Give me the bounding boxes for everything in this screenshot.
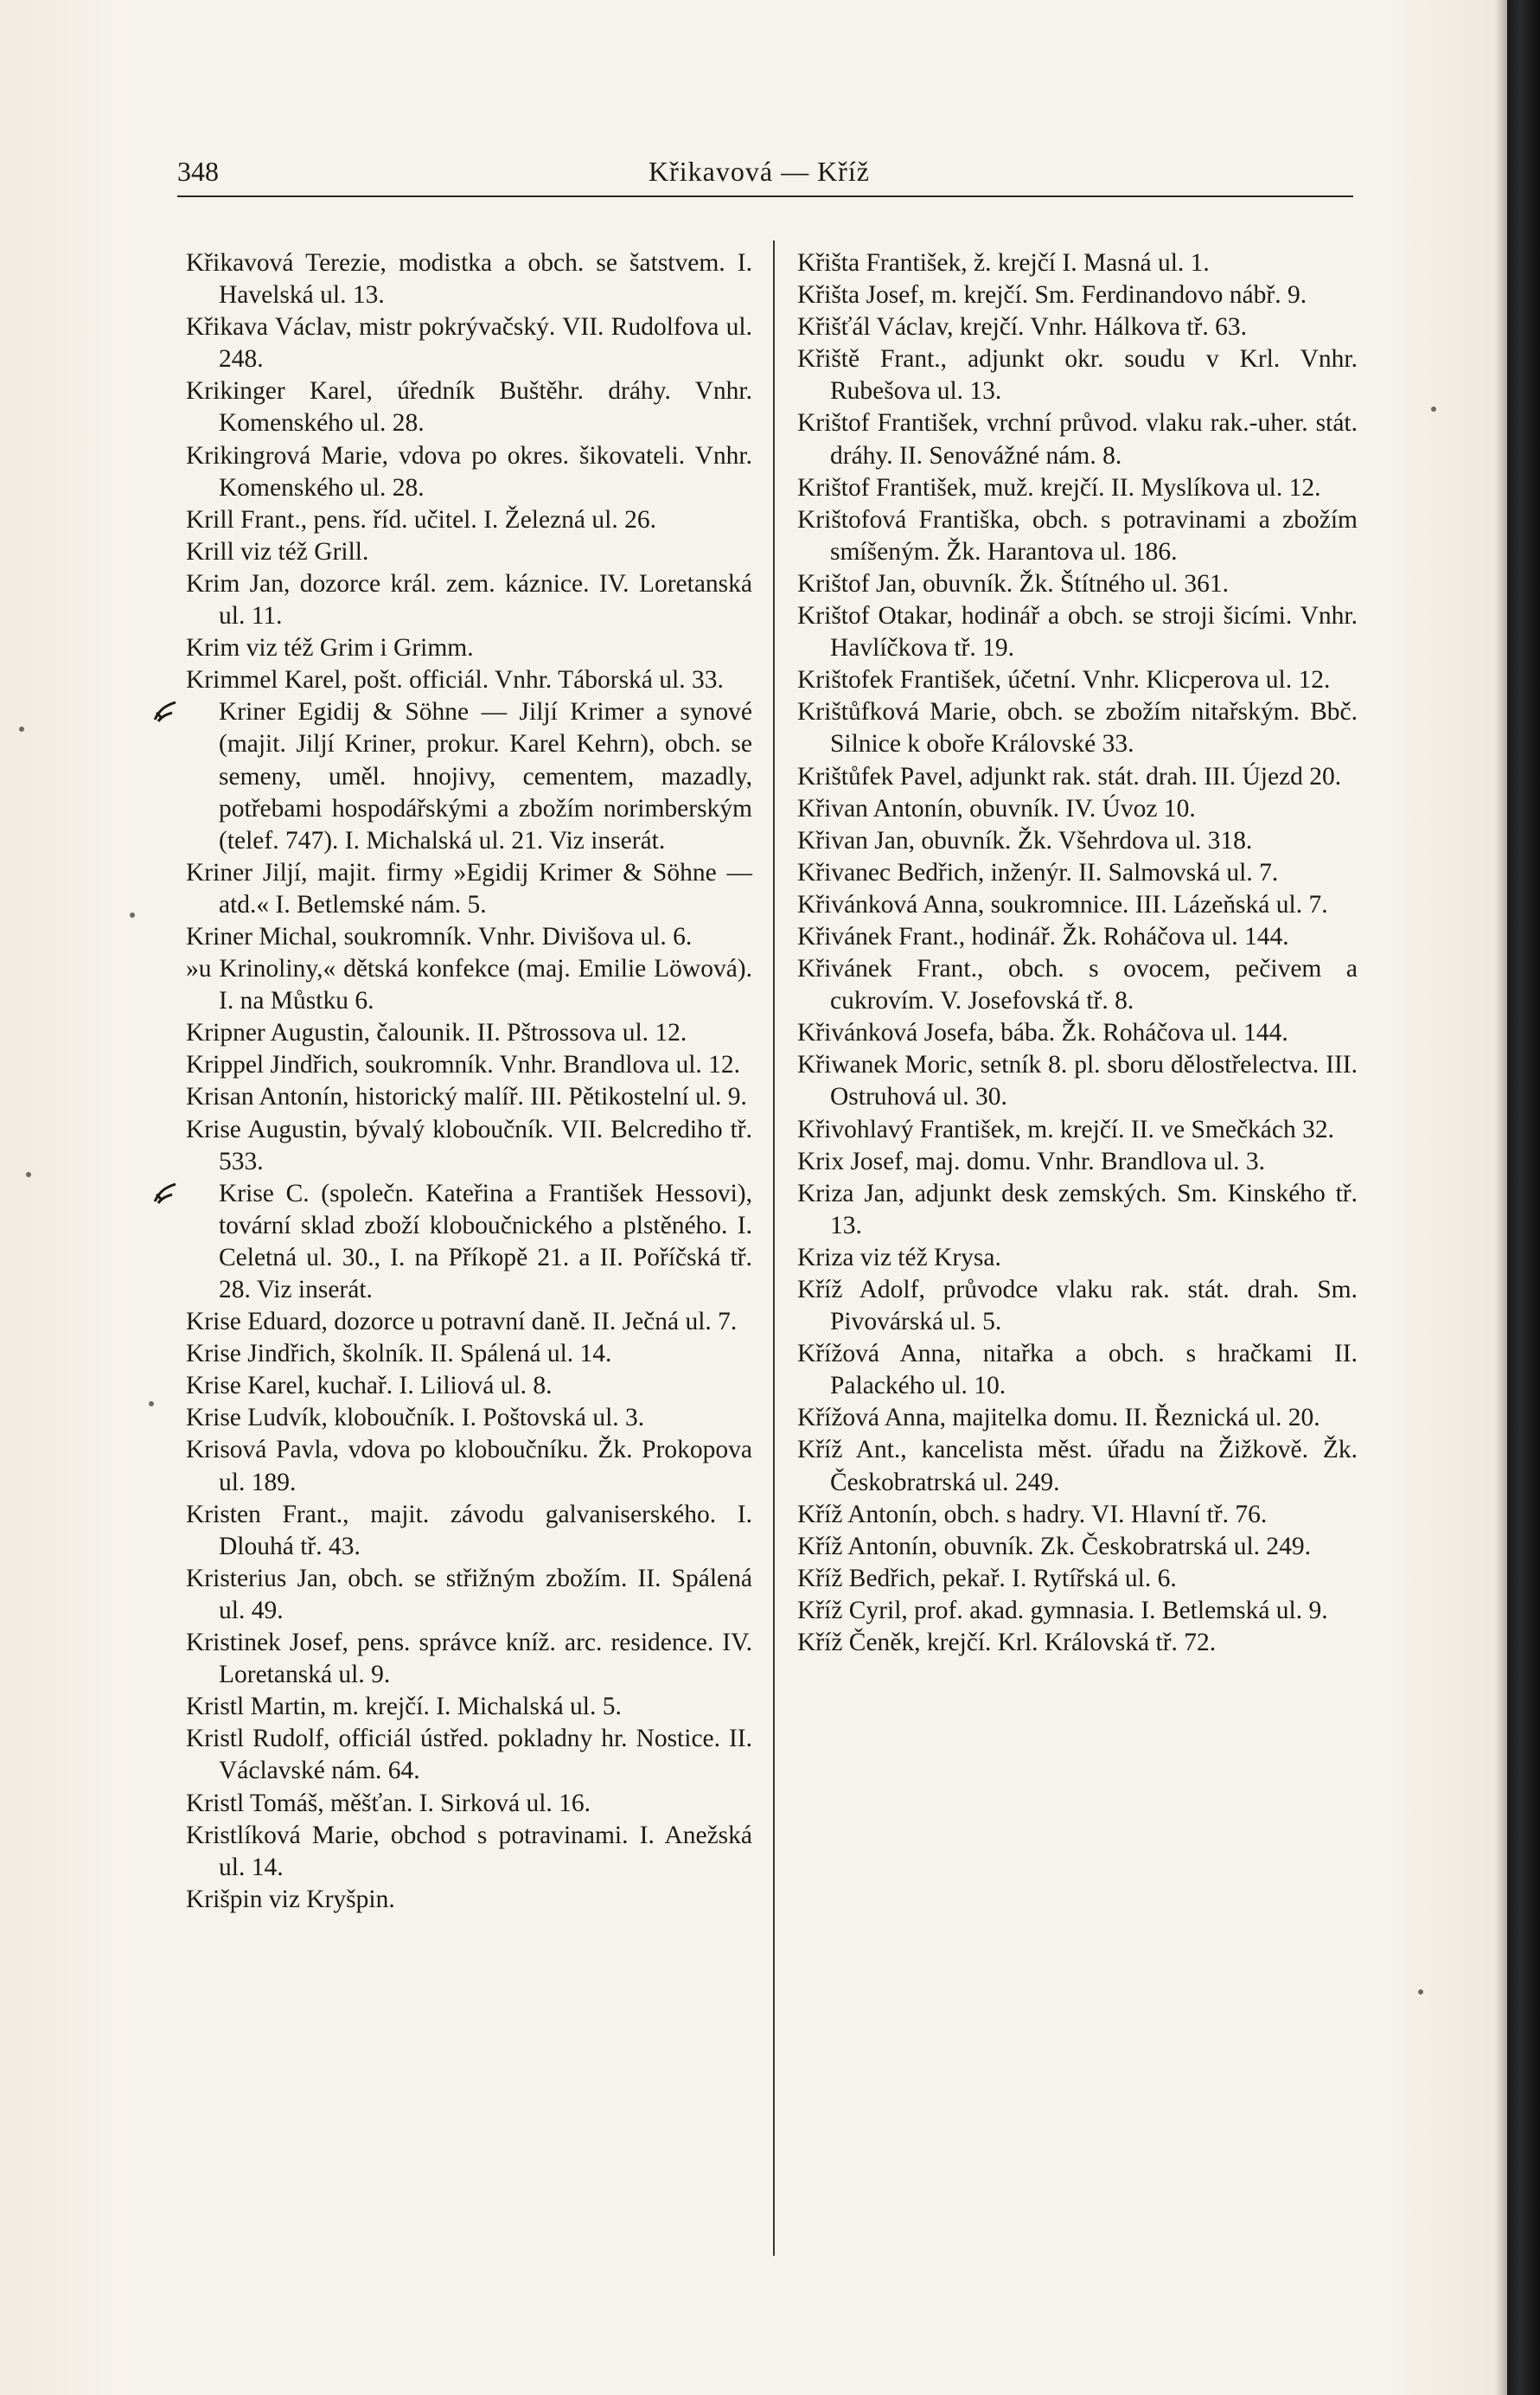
entry: Kristerius Jan, obch. se střižným zbožím. II. Spálená ul. 49. bbox=[186, 1564, 752, 1624]
entry: Křivan Jan, obuvník. Žk. Všehrdova ul. 318. bbox=[797, 826, 1253, 855]
entry: Kříž Antonín, obuvník. Zk. Českobratrská ul. 249. bbox=[797, 1532, 1312, 1560]
entry: Kříž Čeněk, krejčí. Krl. Královská tř. 72. bbox=[797, 1629, 1217, 1657]
running-title: Křikavová — Kříž bbox=[649, 156, 870, 187]
entry: Křivan Antonín, obuvník. IV. Úvoz 10. bbox=[797, 794, 1196, 823]
entry-with-ornament bbox=[186, 1178, 752, 1306]
header-rule bbox=[177, 195, 1353, 197]
entry: Kristlíková Marie, obchod s potravinami. I. Anežská ul. 14. bbox=[186, 1821, 752, 1881]
entry: Kříž Antonín, obch. s hadry. VI. Hlavní tř. 76. bbox=[797, 1500, 1268, 1528]
entry: Křikava Václav, mistr pokrývačský. VII. Rudolfova ul. 248. bbox=[186, 313, 752, 374]
entry: Kříž Cyril, prof. akad. gymnasia. I. Betlemská ul. 9. bbox=[797, 1596, 1328, 1624]
entry: Kristl Tomáš, měšťan. I. Sirková ul. 16. bbox=[186, 1789, 591, 1817]
entry: »u Krinoliny,« dětská konfekce (maj. Emilie Löwová). I. na Můstku 6. bbox=[186, 955, 752, 1015]
entry: Kříž Bedřich, pekař. I. Rytířská ul. 6. bbox=[797, 1564, 1177, 1592]
entry: Křivanec Bedřich, inženýr. II. Salmovská ul. 7. bbox=[797, 858, 1279, 887]
entry: Křivánek Frant., obch. s ovocem, pečivem a cukrovím. V. Josefovská tř. 8. bbox=[797, 955, 1358, 1015]
entry-text: Kriner Egidij & Söhne — Jiljí Krimer a synové (majit. Jiljí Kriner, prokur. Karel Kehrn), obch. se semeny, uměl. hnojivy, cementem, mazadly, potřebami hospodářskými a zbožím norimberským (telef. 747). I. Michalská ul. 21. Viz inserát. bbox=[219, 698, 752, 855]
entry: Krise Ludvík, kloboučník. I. Poštovská ul. 3. bbox=[186, 1404, 645, 1432]
entry: Kristl Martin, m. krejčí. I. Michalská ul. 5. bbox=[186, 1693, 622, 1721]
page-number: 348 bbox=[177, 156, 219, 187]
entry: Křížová Anna, majitelka domu. II. Řeznická ul. 20. bbox=[797, 1404, 1320, 1432]
column-divider bbox=[773, 240, 775, 2256]
page-header bbox=[177, 149, 1353, 201]
entry: Krimmel Karel, pošt. officiál. Vnhr. Táborská ul. 33. bbox=[186, 666, 724, 695]
entry: Kriner Jiljí, majit. firmy »Egidij Krimer & Söhne — atd.« I. Betlemské nám. 5. bbox=[186, 858, 752, 919]
entry: Krišpin viz Kryšpin. bbox=[186, 1885, 395, 1913]
entry: Křiště Frant., adjunkt okr. soudu v Krl. Vnhr. Rubešova ul. 13. bbox=[797, 345, 1358, 406]
left-column bbox=[186, 247, 752, 1916]
entry: Krištof František, vrchní průvod. vlaku rak.-uher. stát. dráhy. II. Senovážné nám. 8. bbox=[797, 409, 1358, 470]
entry: Krištof Otakar, hodinář a obch. se stroji šicími. Vnhr. Havlíčkova tř. 19. bbox=[797, 602, 1358, 663]
entry: Křivánek Frant., hodinář. Žk. Roháčova ul. 144. bbox=[797, 922, 1289, 951]
entry: Kristinek Josef, pens. správce kníž. arc. residence. IV. Loretanská ul. 9. bbox=[186, 1629, 752, 1689]
entry: Krisan Antonín, historický malíř. III. Pětikostelní ul. 9. bbox=[186, 1083, 747, 1111]
speck bbox=[19, 727, 24, 732]
entry: Krise Eduard, dozorce u potravní daně. II. Ječná ul. 7. bbox=[186, 1308, 738, 1336]
entry: Křivánková Josefa, bába. Žk. Roháčova ul. 144. bbox=[797, 1019, 1288, 1047]
entry: Krise Karel, kuchař. I. Liliová ul. 8. bbox=[186, 1372, 553, 1400]
page-edge bbox=[1507, 0, 1540, 2395]
entry: Krill viz též Grill. bbox=[186, 537, 369, 566]
entry: Křišta František, ž. krejčí I. Masná ul. 1. bbox=[797, 249, 1210, 277]
entry: Kriza Jan, adjunkt desk zemských. Sm. Kinského tř. 13. bbox=[797, 1179, 1358, 1239]
entry: Krisová Pavla, vdova po kloboučníku. Žk. Prokopova ul. 189. bbox=[186, 1436, 752, 1496]
speck bbox=[1418, 1989, 1423, 1995]
entry: Kristen Frant., majit. závodu galvaniserského. I. Dlouhá tř. 43. bbox=[186, 1500, 752, 1560]
entry: Krištof František, muž. krejčí. II. Myslíkova ul. 12. bbox=[797, 473, 1321, 502]
entry: Krix Josef, maj. domu. Vnhr. Brandlova ul. 3. bbox=[797, 1147, 1266, 1175]
entry: Krištofek František, účetní. Vnhr. Klicperova ul. 12. bbox=[797, 666, 1331, 695]
entry: Křiwanek Moric, setník 8. pl. sboru dělostřelectva. III. Ostruhová ul. 30. bbox=[797, 1051, 1358, 1111]
entry-text: Krise C. (společn. Kateřina a František Hessovi), tovární sklad zboží kloboučnického a plstěného. I. Celetná ul. 30., I. na Příkopě 21. a II. Poříčská tř. 28. Viz inserát. bbox=[219, 1179, 752, 1303]
entry: Krikinger Karel, úředník Buštěhr. dráhy. Vnhr. Komenského ul. 28. bbox=[186, 377, 752, 438]
entry: Křikavová Terezie, modistka a obch. se šatstvem. I. Havelská ul. 13. bbox=[186, 249, 752, 310]
entry: Krištůfková Marie, obch. se zbožím nitařským. Bbč. Silnice k oboře Královské 33. bbox=[797, 698, 1358, 759]
entry: Krippel Jindřich, soukromník. Vnhr. Brandlova ul. 12. bbox=[186, 1051, 741, 1079]
speck bbox=[130, 913, 135, 918]
entry: Křivohlavý František, m. krejčí. II. ve Smečkách 32. bbox=[797, 1115, 1334, 1143]
entry: Krikingrová Marie, vdova po okres. šikovateli. Vnhr. Komenského ul. 28. bbox=[186, 441, 752, 502]
entry-with-ornament bbox=[186, 696, 752, 856]
entry: Kripner Augustin, čalounik. II. Pštrossova ul. 12. bbox=[186, 1019, 687, 1047]
entry: Kristl Rudolf, officiál ústřed. pokladny hr. Nostice. II. Václavské nám. 64. bbox=[186, 1725, 752, 1785]
entry: Křišťál Václav, krejčí. Vnhr. Hálkova tř. 63. bbox=[797, 313, 1247, 342]
entry: Krise Augustin, bývalý kloboučník. VII. Belcrediho tř. 533. bbox=[186, 1115, 752, 1175]
entry: Krim Jan, dozorce král. zem. káznice. IV. Loretanská ul. 11. bbox=[186, 569, 752, 631]
right-column bbox=[797, 247, 1358, 1659]
entry: Křišta Josef, m. krejčí. Sm. Ferdinandovo nábř. 9. bbox=[797, 281, 1307, 310]
printer-ornament-icon bbox=[186, 700, 210, 722]
entry: Krill Frant., pens. říd. učitel. I. Železná ul. 26. bbox=[186, 505, 656, 534]
entry: Krištofová Františka, obch. s potravinami a zbožím smíšeným. Žk. Harantova ul. 186. bbox=[797, 505, 1358, 566]
entry: Krištůfek Pavel, adjunkt rak. stát. drah. III. Újezd 20. bbox=[797, 762, 1342, 791]
printer-ornament-icon bbox=[186, 1181, 210, 1204]
entry: Křížová Anna, nitařka a obch. s hračkami II. Palackého ul. 10. bbox=[797, 1340, 1358, 1400]
binding-shadow bbox=[1495, 0, 1507, 2395]
entry: Křivánková Anna, soukromnice. III. Lázeňská ul. 7. bbox=[797, 890, 1328, 919]
speck bbox=[1431, 407, 1436, 412]
speck bbox=[149, 1401, 154, 1406]
entry: Krise Jindřich, školník. II. Spálená ul. 14. bbox=[186, 1340, 612, 1368]
entry: Kříž Ant., kancelista měst. úřadu na Žižkově. Žk. Českobratrská ul. 249. bbox=[797, 1436, 1358, 1496]
entry: Kříž Adolf, průvodce vlaku rak. stát. drah. Sm. Pivovárská ul. 5. bbox=[797, 1276, 1358, 1336]
entry: Kriner Michal, soukromník. Vnhr. Divišova ul. 6. bbox=[186, 922, 693, 951]
entry: Krim viz též Grim i Grimm. bbox=[186, 634, 474, 663]
entry: Krištof Jan, obuvník. Žk. Štítného ul. 361. bbox=[797, 569, 1230, 598]
entry: Kriza viz též Krysa. bbox=[797, 1243, 1001, 1271]
speck bbox=[26, 1172, 31, 1177]
